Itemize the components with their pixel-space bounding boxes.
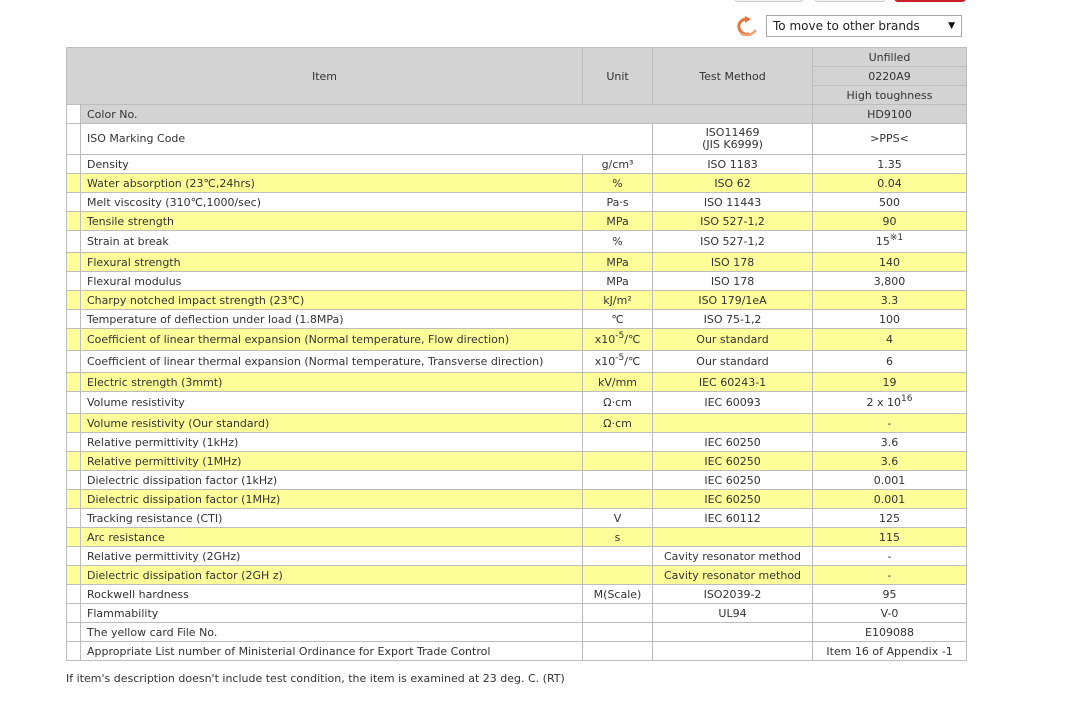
table-row bbox=[67, 291, 967, 310]
row-item-name: Relative permittivity (1kHz) bbox=[81, 433, 583, 452]
color-row bbox=[67, 105, 967, 124]
row-unit-superscript: -5 bbox=[615, 353, 625, 363]
table-row bbox=[67, 253, 967, 272]
row-value bbox=[813, 174, 967, 193]
row-test-method: ISO 62 bbox=[653, 174, 813, 193]
row-test-method: Our standard bbox=[653, 351, 813, 373]
row-value bbox=[813, 351, 967, 373]
row-unit bbox=[583, 566, 653, 585]
row-unit bbox=[583, 585, 653, 604]
row-unit-text: x10 bbox=[594, 333, 616, 346]
row-value bbox=[813, 231, 967, 253]
top-button-stubs bbox=[734, 0, 974, 2]
row-value bbox=[813, 547, 967, 566]
table-row bbox=[67, 452, 967, 471]
row-test-method: IEC 60250 bbox=[653, 471, 813, 490]
table-row bbox=[67, 329, 967, 351]
row-unit bbox=[583, 155, 653, 174]
row-test-method: ISO 527-1,2 bbox=[653, 231, 813, 253]
row-item-name: Flexural modulus bbox=[81, 272, 583, 291]
row-value bbox=[813, 452, 967, 471]
row-value bbox=[813, 310, 967, 329]
brand-select[interactable] bbox=[766, 15, 962, 37]
iso-marking-label: ISO Marking Code bbox=[81, 124, 653, 155]
row-unit-text: MPa bbox=[606, 274, 629, 288]
row-value-text: 3,800 bbox=[873, 274, 906, 288]
header-grade-feature: High toughness bbox=[813, 86, 967, 105]
refresh-arrow-icon[interactable] bbox=[736, 15, 758, 37]
top-button-1[interactable] bbox=[734, 0, 804, 2]
row-value-text: 6 bbox=[886, 355, 894, 368]
row-unit-text: g/cm³ bbox=[601, 157, 634, 171]
row-test-method: Cavity resonator method bbox=[653, 566, 813, 585]
row-value bbox=[813, 585, 967, 604]
row-test-method: ISO 527-1,2 bbox=[653, 212, 813, 231]
row-test-method: IEC 60250 bbox=[653, 490, 813, 509]
row-value-text: 4 bbox=[886, 333, 894, 346]
row-value-text: 0.001 bbox=[873, 492, 906, 506]
row-value bbox=[813, 193, 967, 212]
iso-marking-value: >PPS< bbox=[813, 124, 967, 155]
row-unit bbox=[583, 329, 653, 351]
table-row bbox=[67, 310, 967, 329]
row-test-method: Cavity resonator method bbox=[653, 547, 813, 566]
row-item-name: Relative permittivity (2GHz) bbox=[81, 547, 583, 566]
row-value-text: 100 bbox=[879, 312, 901, 326]
table-row bbox=[67, 392, 967, 414]
row-test-method: IEC 60250 bbox=[653, 433, 813, 452]
row-value-text: 15 bbox=[875, 235, 890, 248]
row-unit bbox=[583, 604, 653, 623]
row-value-text: 1.35 bbox=[877, 157, 902, 171]
row-value bbox=[813, 509, 967, 528]
row-item-name: Dielectric dissipation factor (1kHz) bbox=[81, 471, 583, 490]
row-value bbox=[813, 433, 967, 452]
row-value bbox=[813, 212, 967, 231]
row-value-text: Item 16 of Appendix -1 bbox=[826, 644, 953, 658]
row-unit-text: kV/mm bbox=[597, 375, 638, 389]
row-value-text: 3.6 bbox=[880, 435, 899, 449]
row-value-text: 90 bbox=[882, 214, 897, 228]
dropdown-arrow-icon: ▼ bbox=[948, 21, 955, 31]
row-value-text: 95 bbox=[882, 587, 897, 601]
row-test-method: ISO 179/1eA bbox=[653, 291, 813, 310]
table-row bbox=[67, 471, 967, 490]
top-button-3[interactable] bbox=[894, 0, 966, 2]
row-value bbox=[813, 373, 967, 392]
row-value-text: - bbox=[887, 568, 892, 582]
top-button-2[interactable] bbox=[814, 0, 886, 2]
row-value bbox=[813, 155, 967, 174]
row-unit bbox=[583, 193, 653, 212]
row-unit-text: Pa·s bbox=[606, 195, 629, 209]
row-item-name: Water absorption (23℃,24hrs) bbox=[81, 174, 583, 193]
row-test-method: ISO 11443 bbox=[653, 193, 813, 212]
row-value-text: 19 bbox=[882, 375, 897, 389]
row-item-name: Electric strength (3mmt) bbox=[81, 373, 583, 392]
row-unit bbox=[583, 231, 653, 253]
table-row bbox=[67, 231, 967, 253]
row-value-text: 0.04 bbox=[877, 176, 902, 190]
row-unit bbox=[583, 373, 653, 392]
table-row bbox=[67, 272, 967, 291]
row-test-method: ISO 178 bbox=[653, 253, 813, 272]
row-test-method: IEC 60243-1 bbox=[653, 373, 813, 392]
row-unit-text: ℃ bbox=[611, 312, 624, 326]
row-unit bbox=[583, 452, 653, 471]
row-item-name: Charpy notched impact strength (23℃) bbox=[81, 291, 583, 310]
row-value bbox=[813, 566, 967, 585]
header-item: Item bbox=[67, 48, 583, 105]
row-unit-text: Ω·cm bbox=[603, 416, 632, 430]
row-value bbox=[813, 642, 967, 661]
table-row bbox=[67, 585, 967, 604]
table-row bbox=[67, 604, 967, 623]
row-value-text: 3.6 bbox=[880, 454, 899, 468]
iso-marking-method-line2: (JIS K6999) bbox=[702, 138, 763, 151]
row-value-text: 2 x 10 bbox=[866, 396, 902, 409]
row-unit bbox=[583, 414, 653, 433]
row-value-text: - bbox=[887, 416, 892, 430]
row-value-text: E109088 bbox=[865, 625, 914, 639]
row-value bbox=[813, 623, 967, 642]
row-value-text: 0.001 bbox=[873, 473, 906, 487]
row-unit bbox=[583, 528, 653, 547]
row-item-name: Density bbox=[81, 155, 583, 174]
row-value bbox=[813, 490, 967, 509]
row-test-method bbox=[653, 414, 813, 433]
brand-select-value: To move to other brands bbox=[773, 19, 920, 33]
row-unit bbox=[583, 253, 653, 272]
table-row bbox=[67, 623, 967, 642]
row-item-name: Coefficient of linear thermal expansion (Normal temperature, Flow direction) bbox=[81, 329, 583, 351]
row-item-name: Volume resistivity bbox=[81, 392, 583, 414]
row-value bbox=[813, 604, 967, 623]
table-row bbox=[67, 414, 967, 433]
table-row bbox=[67, 490, 967, 509]
row-unit bbox=[583, 351, 653, 373]
row-test-method: ISO2039-2 bbox=[653, 585, 813, 604]
row-unit-text: M(Scale) bbox=[593, 587, 642, 601]
table-row bbox=[67, 351, 967, 373]
row-item-name: Melt viscosity (310℃,1000/sec) bbox=[81, 193, 583, 212]
iso-marking-method-line1: ISO11469 bbox=[705, 126, 760, 139]
row-item-name: Temperature of deflection under load (1.8MPa) bbox=[81, 310, 583, 329]
row-item-name: Dielectric dissipation factor (2GH z) bbox=[81, 566, 583, 585]
row-unit-text: % bbox=[612, 176, 623, 190]
row-unit bbox=[583, 623, 653, 642]
row-test-method: UL94 bbox=[653, 604, 813, 623]
row-test-method: IEC 60112 bbox=[653, 509, 813, 528]
row-test-method: ISO 1183 bbox=[653, 155, 813, 174]
color-value: HD9100 bbox=[813, 105, 967, 124]
row-unit bbox=[583, 310, 653, 329]
table-row bbox=[67, 642, 967, 661]
row-unit-tail: /℃ bbox=[624, 355, 641, 368]
row-item-name: Strain at break bbox=[81, 231, 583, 253]
row-value-superscript: ※1 bbox=[889, 233, 904, 243]
row-value-text: 3.3 bbox=[880, 293, 899, 307]
row-item-name: The yellow card File No. bbox=[81, 623, 583, 642]
spec-table bbox=[66, 47, 967, 661]
table-row bbox=[67, 193, 967, 212]
row-unit bbox=[583, 509, 653, 528]
row-test-method: ISO 178 bbox=[653, 272, 813, 291]
row-item-name: Rockwell hardness bbox=[81, 585, 583, 604]
row-test-method: Our standard bbox=[653, 329, 813, 351]
row-unit-text: x10 bbox=[594, 355, 616, 368]
header-grade-name: 0220A9 bbox=[813, 67, 967, 86]
row-unit-text: Ω·cm bbox=[603, 396, 632, 409]
footnote: If item's description doesn't include test condition, the item is examined at 23 deg. C. (RT) bbox=[66, 672, 565, 685]
row-value bbox=[813, 392, 967, 414]
row-unit-text: MPa bbox=[606, 214, 629, 228]
row-item-name: Flexural strength bbox=[81, 253, 583, 272]
row-item-name: Tensile strength bbox=[81, 212, 583, 231]
header-unit: Unit bbox=[583, 48, 653, 105]
table-row bbox=[67, 433, 967, 452]
row-unit bbox=[583, 490, 653, 509]
row-value-text: 125 bbox=[879, 511, 901, 525]
row-test-method: IEC 60093 bbox=[653, 392, 813, 414]
table-row bbox=[67, 212, 967, 231]
row-test-method bbox=[653, 642, 813, 661]
row-item-name: Dielectric dissipation factor (1MHz) bbox=[81, 490, 583, 509]
row-unit bbox=[583, 272, 653, 291]
row-value-text: - bbox=[887, 549, 892, 563]
row-unit bbox=[583, 174, 653, 193]
row-unit-text: MPa bbox=[606, 255, 629, 269]
row-value bbox=[813, 291, 967, 310]
row-test-method bbox=[653, 528, 813, 547]
row-value-text: 115 bbox=[879, 530, 901, 544]
table-row bbox=[67, 373, 967, 392]
row-item-name: Flammability bbox=[81, 604, 583, 623]
row-item-name: Tracking resistance (CTI) bbox=[81, 509, 583, 528]
row-unit-superscript: -5 bbox=[615, 331, 625, 341]
iso-marking-row bbox=[67, 124, 967, 155]
table-row bbox=[67, 509, 967, 528]
row-value-text: 500 bbox=[879, 195, 901, 209]
row-unit bbox=[583, 291, 653, 310]
table-row bbox=[67, 155, 967, 174]
row-value bbox=[813, 414, 967, 433]
table-row bbox=[67, 547, 967, 566]
row-unit-tail: /℃ bbox=[624, 333, 641, 346]
row-unit bbox=[583, 392, 653, 414]
row-unit bbox=[583, 471, 653, 490]
row-unit bbox=[583, 212, 653, 231]
row-unit bbox=[583, 642, 653, 661]
row-value bbox=[813, 253, 967, 272]
row-value-text: V-0 bbox=[880, 606, 899, 620]
row-item-name: Appropriate List number of Ministerial Ordinance for Export Trade Control bbox=[81, 642, 583, 661]
table-row bbox=[67, 174, 967, 193]
row-unit-text: kJ/m² bbox=[603, 293, 632, 307]
table-row bbox=[67, 528, 967, 547]
row-test-method: ISO 75-1,2 bbox=[653, 310, 813, 329]
table-row bbox=[67, 566, 967, 585]
row-value bbox=[813, 471, 967, 490]
header-grade-category: Unfilled bbox=[813, 48, 967, 67]
row-value bbox=[813, 329, 967, 351]
header-test-method: Test Method bbox=[653, 48, 813, 105]
row-value-text: 140 bbox=[879, 255, 901, 269]
row-item-name: Coefficient of linear thermal expansion (Normal temperature, Transverse direction) bbox=[81, 351, 583, 373]
row-item-name: Relative permittivity (1MHz) bbox=[81, 452, 583, 471]
color-label: Color No. bbox=[81, 105, 813, 124]
row-item-name: Arc resistance bbox=[81, 528, 583, 547]
row-test-method: IEC 60250 bbox=[653, 452, 813, 471]
row-test-method bbox=[653, 623, 813, 642]
row-value bbox=[813, 272, 967, 291]
row-unit-text: % bbox=[612, 235, 623, 248]
row-value-superscript: 16 bbox=[901, 394, 913, 404]
row-value bbox=[813, 528, 967, 547]
iso-marking-method bbox=[653, 124, 813, 155]
row-unit bbox=[583, 547, 653, 566]
row-unit-text: s bbox=[614, 530, 621, 544]
row-unit bbox=[583, 433, 653, 452]
row-unit-text: V bbox=[613, 511, 622, 525]
row-item-name: Volume resistivity (Our standard) bbox=[81, 414, 583, 433]
